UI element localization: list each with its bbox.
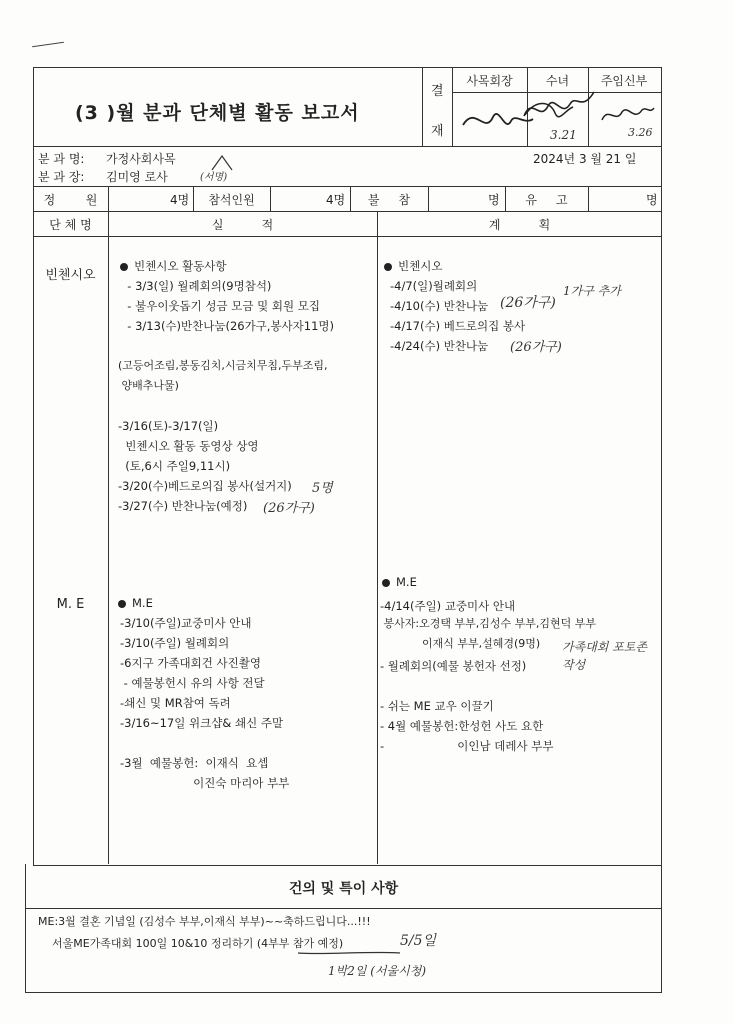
- me-result-1: -3/10(주일)교중미사 안내: [120, 616, 252, 630]
- me-plans-head: M.E: [382, 575, 417, 589]
- excuse-label: 유 고: [525, 193, 568, 207]
- bullet-icon: [384, 263, 392, 271]
- staff-value: 4명: [170, 193, 190, 207]
- approval-role-2: 수녀: [545, 74, 570, 88]
- chief-signature-mark: [208, 152, 238, 172]
- me-result-6: -3/16~17일 위크샵& 쇄신 주말: [120, 716, 284, 730]
- notes-title: 건의 및 특이 사항: [288, 881, 399, 897]
- col-header-plans: 계 획: [488, 218, 551, 232]
- report-title: (3 )월 분과 단체별 활동 보고서: [75, 102, 360, 124]
- vincent-result-10: (토,6시 주일9,11시): [118, 459, 231, 473]
- vincent-result-1: - 3/3(일) 월례회의(9명참석): [120, 279, 272, 293]
- signature-2: [520, 88, 600, 130]
- bullet-icon: [120, 263, 128, 271]
- underline-mark: [296, 950, 402, 956]
- vincent-plan-hw-3: (26가구): [510, 340, 562, 355]
- vincent-result-hw-2: (26가구): [263, 501, 315, 516]
- me-results-head: M.E: [118, 596, 153, 610]
- staff-label: 정 원: [43, 193, 98, 207]
- me-plan-8: - 이인남 데레사 부부: [380, 739, 554, 753]
- me-plan-1: -4/14(주일) 교중미사 안내: [380, 599, 516, 613]
- me-plan-3: 이재식 부부,설혜경(9명): [380, 637, 541, 650]
- vincent-result-9: 빈첸시오 활동 동영상 상영: [118, 439, 259, 453]
- absent-value: 명: [488, 193, 500, 207]
- vincent-result-11: -3/20(수)베드로의집 봉사(설거지): [118, 479, 292, 493]
- vincent-result-6: 양배추나물): [118, 379, 179, 392]
- vincent-plan-hw-2: 1가구 추가: [563, 284, 621, 298]
- vincent-result-3: - 3/13(수)반찬나눔(26가구,봉사자11명): [120, 319, 335, 333]
- vincent-plan-4: -4/24(수) 반찬나눔: [390, 339, 489, 353]
- me-result-5: -쇄신 및 MR참여 독려: [120, 696, 231, 710]
- notes-line-2: 서울ME가족대회 100일 10&10 정리하기 (4부부 참가 예정): [38, 937, 344, 950]
- attend-label: 참석인원: [208, 193, 255, 207]
- approval-role-1: 사목회장: [466, 74, 513, 88]
- signature-2-date: 3.21: [550, 128, 577, 142]
- attend-value: 4명: [326, 193, 346, 207]
- report-date: 2024년 3 월 21 일: [533, 152, 637, 166]
- vincent-plan-1: -4/7(일)월례회의: [390, 279, 478, 293]
- dept-label: 분 과 명:: [38, 152, 85, 166]
- vincent-plan-2: -4/10(수) 반찬나눔: [390, 299, 489, 313]
- notes-hw-2: 1박2일 (서울시청): [328, 964, 426, 978]
- approval-role-3: 주임신부: [600, 74, 648, 88]
- vincent-plan-3: -4/17(수) 베드로의집 봉사: [390, 319, 526, 333]
- signature-3-date: 3.26: [628, 126, 653, 139]
- me-result-4: - 예물봉헌시 유의 사항 전달: [120, 676, 265, 690]
- me-plan-6: - 쉬는 ME 교우 이끌기: [380, 699, 494, 713]
- me-plan-2: 봉사자:오경택 부부,김성수 부부,김현덕 부부: [380, 617, 596, 630]
- bullet-icon: [382, 579, 390, 587]
- vincent-result-2: - 불우이웃돕기 성금 모금 및 회원 모집: [120, 299, 321, 313]
- notes-hw-1: 5/5일: [400, 933, 437, 949]
- me-result-3: -6지구 가족대회건 사진촬영: [120, 656, 261, 670]
- vincent-plans-head: 빈첸시오: [384, 258, 442, 274]
- vincent-result-5: (고등어조림,봉동김치,시금치무침,두부조림,: [118, 359, 328, 372]
- me-plan-7: - 4월 예물봉헌:한성헌 사도 요한: [380, 719, 544, 733]
- vincent-result-hw-1: 5명: [312, 481, 333, 496]
- me-plan-4: - 월례회의(예물 봉헌자 선정): [380, 659, 527, 673]
- absent-label: 불 참: [367, 193, 411, 207]
- vincent-results-head: 빈첸시오 활동사항: [120, 258, 227, 274]
- vincent-result-8: -3/16(토)-3/17(일): [118, 419, 219, 433]
- bullet-icon: [118, 600, 126, 608]
- me-result-9: 이진숙 마리아 부부: [120, 776, 290, 790]
- chief-label: 분 과 장:: [38, 170, 85, 184]
- approval-label-bottom: 재: [431, 124, 444, 139]
- notes-line-1: ME:3월 결혼 기념일 (김성수 부부,이재식 부부)~~축하드립니다...!!!: [38, 915, 371, 928]
- group-name-vincent: 빈첸시오: [45, 268, 96, 283]
- excuse-value: 명: [646, 193, 658, 207]
- chief-signature: (서명): [200, 172, 228, 183]
- col-header-results: 실 적: [211, 218, 274, 232]
- col-header-group: 단 체 명: [49, 218, 92, 232]
- vincent-result-12: -3/27(수) 반찬나눔(예정): [118, 499, 248, 513]
- group-name-me: M. E: [56, 597, 85, 612]
- me-result-2: -3/10(주일) 월례회의: [120, 636, 230, 650]
- vincent-plan-hw-1: (26가구): [500, 295, 556, 311]
- chief-value: 김미영 로사: [106, 170, 168, 184]
- approval-label-top: 결: [431, 84, 444, 99]
- dept-value: 가정사회사목: [106, 152, 176, 166]
- stray-mark: [32, 42, 64, 47]
- me-plan-hw-1: 가족대회 포토존 작성: [562, 640, 647, 672]
- me-result-8: -3월 예물봉헌: 이재식 요셉: [120, 756, 269, 770]
